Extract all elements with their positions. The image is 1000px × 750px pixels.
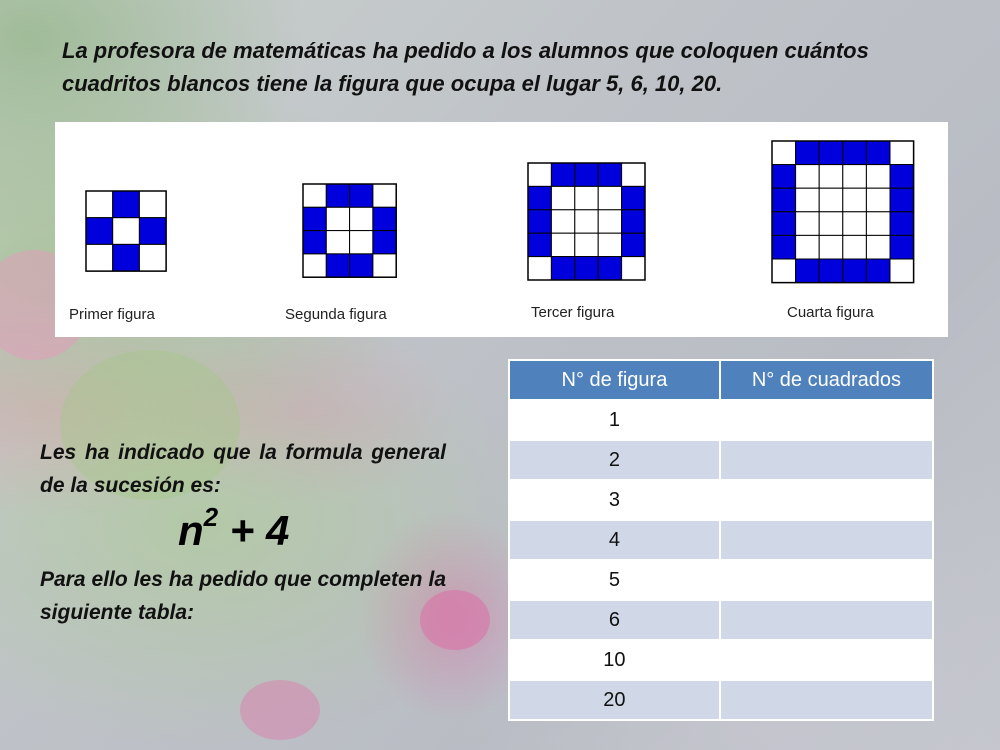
blue-square	[819, 259, 843, 283]
cell-figure-number: 3	[509, 480, 720, 520]
white-square	[373, 184, 396, 207]
white-square	[819, 165, 843, 189]
white-square	[350, 231, 373, 254]
white-square	[575, 233, 598, 256]
blue-square	[113, 244, 140, 271]
figure-2	[303, 184, 396, 277]
white-square	[890, 141, 914, 165]
cell-figure-number: 5	[509, 560, 720, 600]
header-square-count: N° de cuadrados	[720, 360, 933, 400]
blue-square	[890, 188, 914, 212]
white-square	[819, 188, 843, 212]
white-square	[551, 186, 574, 209]
cell-figure-number: 2	[509, 440, 720, 480]
white-square	[843, 235, 867, 259]
table-header-row	[509, 360, 933, 400]
cell-square-count[interactable]	[720, 440, 933, 480]
figure-label-2: Segunda figura	[285, 306, 387, 323]
blue-square	[528, 186, 551, 209]
blue-square	[622, 186, 645, 209]
table-row	[509, 560, 933, 600]
blue-square	[326, 184, 349, 207]
general-formula	[178, 502, 290, 555]
blue-square	[866, 259, 890, 283]
blue-square	[772, 212, 796, 236]
white-square	[843, 165, 867, 189]
table-row	[509, 480, 933, 520]
table-row	[509, 640, 933, 680]
blue-square	[890, 235, 914, 259]
figure-3	[528, 163, 645, 280]
blue-square	[303, 231, 326, 254]
white-square	[528, 257, 551, 280]
white-square	[551, 233, 574, 256]
figure-label-4: Cuarta figura	[787, 304, 874, 321]
white-square	[373, 254, 396, 277]
white-square	[551, 210, 574, 233]
white-square	[575, 210, 598, 233]
white-square	[113, 218, 140, 245]
blue-square	[551, 163, 574, 186]
blue-square	[622, 210, 645, 233]
blue-square	[772, 235, 796, 259]
intro-question: La profesora de matemáticas ha pedido a los alumnos que coloquen cuántos cuadritos blancos tiene la figura que ocupa el lugar 5, 6, 10, 20.	[62, 38, 869, 96]
blue-square	[528, 210, 551, 233]
blue-square	[350, 184, 373, 207]
blue-square	[890, 165, 914, 189]
white-square	[139, 244, 166, 271]
blue-square	[373, 231, 396, 254]
cell-square-count[interactable]	[720, 520, 933, 560]
formula-intro-text: Les ha indicado que la formula general de la sucesión es:	[40, 441, 446, 497]
white-square	[796, 188, 820, 212]
white-square	[866, 165, 890, 189]
cell-figure-number: 10	[509, 640, 720, 680]
white-square	[796, 235, 820, 259]
white-square	[303, 254, 326, 277]
white-square	[866, 188, 890, 212]
figure-4	[772, 141, 914, 283]
table-row	[509, 440, 933, 480]
cell-square-count[interactable]	[720, 680, 933, 720]
white-square	[86, 191, 113, 218]
blue-square	[86, 218, 113, 245]
background-flower-pink-low	[240, 680, 320, 740]
figure-label-3: Tercer figura	[531, 304, 615, 321]
white-square	[866, 212, 890, 236]
white-square	[326, 231, 349, 254]
white-square	[796, 212, 820, 236]
white-square	[772, 259, 796, 283]
blue-square	[772, 188, 796, 212]
cell-square-count[interactable]	[720, 560, 933, 600]
table-row	[509, 680, 933, 720]
blue-square	[796, 141, 820, 165]
blue-square	[113, 191, 140, 218]
formula-base: n	[178, 507, 204, 554]
cell-square-count[interactable]	[720, 400, 933, 440]
blue-square	[528, 233, 551, 256]
blue-square	[575, 163, 598, 186]
blue-square	[139, 218, 166, 245]
blue-square	[373, 207, 396, 230]
blue-square	[843, 259, 867, 283]
figure-1	[86, 191, 166, 271]
blue-square	[551, 257, 574, 280]
white-square	[575, 186, 598, 209]
figure-label-1: Primer figura	[69, 306, 155, 323]
white-square	[843, 212, 867, 236]
white-square	[819, 235, 843, 259]
white-square	[598, 186, 621, 209]
cell-square-count[interactable]	[720, 640, 933, 680]
cell-square-count[interactable]	[720, 480, 933, 520]
blue-square	[843, 141, 867, 165]
blue-square	[772, 165, 796, 189]
table-row	[509, 520, 933, 560]
blue-square	[622, 233, 645, 256]
white-square	[350, 207, 373, 230]
white-square	[598, 233, 621, 256]
white-square	[819, 212, 843, 236]
figure-panel	[55, 122, 948, 337]
white-square	[303, 184, 326, 207]
white-square	[598, 210, 621, 233]
white-square	[866, 235, 890, 259]
instruction-text: Para ello les ha pedido que completen la siguiente tabla:	[40, 568, 446, 624]
formula-rest: + 4	[218, 507, 290, 554]
white-square	[326, 207, 349, 230]
blue-square	[598, 163, 621, 186]
blue-square	[890, 212, 914, 236]
white-square	[843, 188, 867, 212]
cell-square-count[interactable]	[720, 600, 933, 640]
header-figure-number: N° de figura	[509, 360, 720, 400]
cell-figure-number: 6	[509, 600, 720, 640]
blue-square	[819, 141, 843, 165]
sequence-table	[508, 359, 934, 721]
blue-square	[866, 141, 890, 165]
white-square	[528, 163, 551, 186]
blue-square	[326, 254, 349, 277]
blue-square	[796, 259, 820, 283]
blue-square	[598, 257, 621, 280]
cell-figure-number: 1	[509, 400, 720, 440]
white-square	[890, 259, 914, 283]
white-square	[139, 191, 166, 218]
blue-square	[575, 257, 598, 280]
table-row	[509, 400, 933, 440]
cell-figure-number: 4	[509, 520, 720, 560]
white-square	[622, 257, 645, 280]
formula-exponent: 2	[203, 502, 219, 532]
cell-figure-number: 20	[509, 680, 720, 720]
blue-square	[350, 254, 373, 277]
white-square	[86, 244, 113, 271]
blue-square	[303, 207, 326, 230]
white-square	[796, 165, 820, 189]
table-row	[509, 600, 933, 640]
white-square	[622, 163, 645, 186]
white-square	[772, 141, 796, 165]
